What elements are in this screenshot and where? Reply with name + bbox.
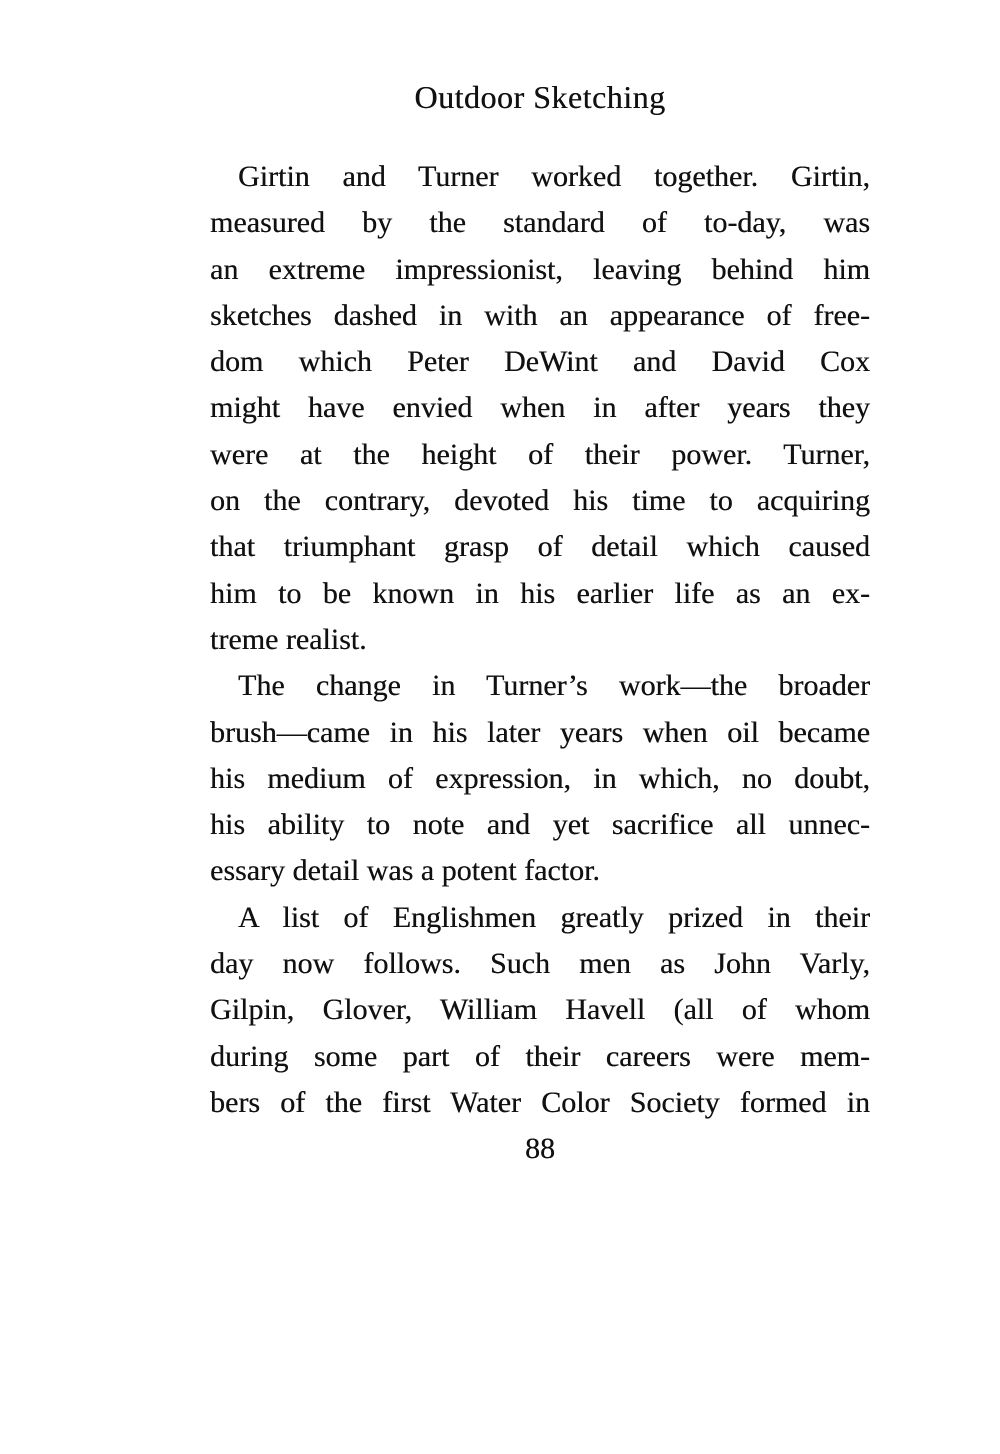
text-line: were at the height of their power. Turner, [210, 437, 870, 471]
text-line: that triumphant grasp of detail which caused [210, 530, 870, 564]
text-line: on the contrary, devoted his time to acquiring [210, 484, 870, 518]
page-title: Outdoor Sketching [414, 79, 666, 115]
text-line: bers of the first Water Color Society formed in [210, 1085, 870, 1119]
paragraph [210, 154, 870, 663]
text-line: him to be known in his earlier life as an ex- [210, 576, 870, 610]
text-line: dom which Peter DeWint and David Cox [210, 345, 870, 379]
text-line: his medium of expression, in which, no doubt, [210, 761, 870, 795]
page-number: 88 [525, 1132, 555, 1166]
text-line: measured by the standard of to-day, was [210, 206, 870, 240]
text-line: A list of Englishmen greatly prized in their [238, 900, 870, 934]
text-line: Girtin and Turner worked together. Girtin, [238, 160, 870, 193]
text-line: an extreme impressionist, leaving behind him [210, 252, 870, 286]
text-line: might have envied when in after years they [210, 391, 870, 425]
text-line: his ability to note and yet sacrifice all unnec- [210, 808, 870, 842]
text-line: day now follows. Such men as John Varly, [210, 947, 870, 981]
body-text [210, 154, 870, 1126]
text-line: sketches dashed in with an appearance of free- [210, 298, 870, 332]
paragraph [210, 895, 870, 1126]
text-line: during some part of their careers were mem- [210, 1039, 870, 1073]
text-line: The change in Turner’s work—the broader [238, 669, 870, 703]
text-block [210, 78, 870, 1173]
text-line: treme realist. [210, 622, 367, 656]
text-line: brush—came in his later years when oil became [210, 715, 870, 749]
paragraph [210, 663, 870, 894]
text-line: Gilpin, Glover, William Havell (all of whom [210, 993, 870, 1027]
text-line: essary detail was a potent factor. [210, 854, 600, 888]
